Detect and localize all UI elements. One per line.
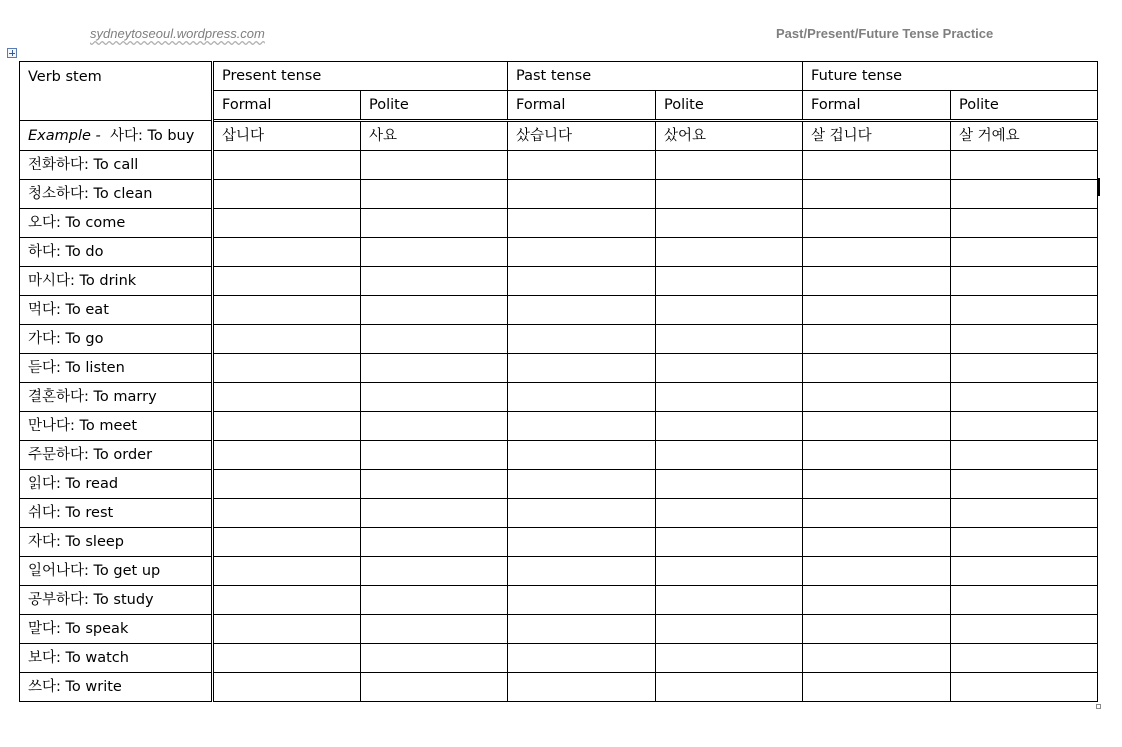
- verb-row: [20, 615, 1098, 644]
- answer-cell[interactable]: [213, 412, 361, 441]
- answer-cell[interactable]: [508, 644, 656, 673]
- verb-row: [20, 325, 1098, 354]
- verb-stem-cell[interactable]: 공부하다: To study: [20, 586, 213, 615]
- answer-cell[interactable]: [213, 441, 361, 470]
- answer-cell[interactable]: [803, 238, 951, 267]
- answer-cell[interactable]: [951, 209, 1098, 238]
- present-tense-header: Present tense: [213, 62, 508, 91]
- answer-cell[interactable]: [951, 325, 1098, 354]
- verb-stem-cell[interactable]: 쓰다: To write: [20, 673, 213, 702]
- verb-row: [20, 238, 1098, 267]
- verb-stem-cell[interactable]: 만나다: To meet: [20, 412, 213, 441]
- verb-row: [20, 412, 1098, 441]
- answer-cell[interactable]: [803, 209, 951, 238]
- answer-cell[interactable]: [508, 441, 656, 470]
- answer-cell[interactable]: [213, 557, 361, 586]
- verb-stem-cell[interactable]: 보다: To watch: [20, 644, 213, 673]
- answer-cell[interactable]: [951, 673, 1098, 702]
- answer-cell[interactable]: [951, 412, 1098, 441]
- verb-row: [20, 499, 1098, 528]
- answer-cell[interactable]: [213, 354, 361, 383]
- form-header: Formal: [213, 91, 361, 121]
- answer-cell[interactable]: [361, 499, 508, 528]
- verb-stem-header: Verb stem: [20, 62, 213, 121]
- answer-cell[interactable]: [951, 528, 1098, 557]
- verb-stem-cell[interactable]: 전화하다: To call: [20, 151, 213, 180]
- verb-stem-cell[interactable]: 마시다: To drink: [20, 267, 213, 296]
- answer-cell[interactable]: [656, 267, 803, 296]
- answer-cell[interactable]: [508, 354, 656, 383]
- answer-cell[interactable]: [951, 180, 1098, 209]
- answer-cell[interactable]: [361, 383, 508, 412]
- answer-cell[interactable]: [951, 267, 1098, 296]
- answer-cell[interactable]: [656, 528, 803, 557]
- form-header: Polite: [656, 91, 803, 121]
- answer-cell[interactable]: [361, 470, 508, 499]
- answer-cell[interactable]: [803, 151, 951, 180]
- verb-stem-cell[interactable]: 자다: To sleep: [20, 528, 213, 557]
- verb-row: [20, 383, 1098, 412]
- answer-cell[interactable]: [508, 528, 656, 557]
- answer-cell[interactable]: [361, 528, 508, 557]
- verb-row: [20, 673, 1098, 702]
- answer-cell[interactable]: [508, 296, 656, 325]
- answer-cell[interactable]: [213, 528, 361, 557]
- verb-stem-cell[interactable]: 하다: To do: [20, 238, 213, 267]
- verb-stem-cell[interactable]: 오다: To come: [20, 209, 213, 238]
- answer-cell[interactable]: [508, 557, 656, 586]
- answer-cell[interactable]: [656, 441, 803, 470]
- answer-cell[interactable]: [656, 470, 803, 499]
- answer-cell[interactable]: [803, 586, 951, 615]
- answer-cell[interactable]: [508, 151, 656, 180]
- answer-cell[interactable]: [508, 499, 656, 528]
- answer-cell[interactable]: [803, 470, 951, 499]
- answer-cell[interactable]: [508, 238, 656, 267]
- answer-cell[interactable]: [951, 586, 1098, 615]
- answer-cell[interactable]: [803, 644, 951, 673]
- answer-cell[interactable]: [656, 615, 803, 644]
- answer-cell[interactable]: [656, 209, 803, 238]
- answer-cell[interactable]: [213, 180, 361, 209]
- tense-practice-table: [19, 61, 1098, 702]
- answer-cell[interactable]: [656, 499, 803, 528]
- text-cursor: [1098, 178, 1100, 196]
- verb-row: [20, 586, 1098, 615]
- form-header: Polite: [361, 91, 508, 121]
- verb-stem-cell[interactable]: 읽다: To read: [20, 470, 213, 499]
- example-verb: 사다: To buy: [109, 127, 195, 144]
- answer-cell[interactable]: [361, 586, 508, 615]
- verb-stem-cell[interactable]: 가다: To go: [20, 325, 213, 354]
- answer-cell[interactable]: [951, 296, 1098, 325]
- answer-cell[interactable]: [361, 644, 508, 673]
- verb-row: [20, 644, 1098, 673]
- verb-row: [20, 470, 1098, 499]
- answer-cell[interactable]: [213, 673, 361, 702]
- answer-cell[interactable]: [656, 383, 803, 412]
- answer-cell[interactable]: [213, 325, 361, 354]
- answer-cell[interactable]: [508, 209, 656, 238]
- answer-cell[interactable]: [361, 209, 508, 238]
- answer-cell[interactable]: [508, 470, 656, 499]
- form-header: Formal: [508, 91, 656, 121]
- verb-stem-cell[interactable]: 말다: To speak: [20, 615, 213, 644]
- answer-cell[interactable]: [213, 383, 361, 412]
- verb-row: [20, 441, 1098, 470]
- answer-cell[interactable]: [361, 180, 508, 209]
- example-answer-cell[interactable]: 살 겁니다: [803, 121, 951, 151]
- answer-cell[interactable]: [803, 267, 951, 296]
- verb-row: [20, 354, 1098, 383]
- answer-cell[interactable]: [361, 412, 508, 441]
- answer-cell[interactable]: [213, 470, 361, 499]
- answer-cell[interactable]: [361, 354, 508, 383]
- answer-cell[interactable]: [951, 238, 1098, 267]
- answer-cell[interactable]: [951, 151, 1098, 180]
- verb-row: [20, 180, 1098, 209]
- answer-cell[interactable]: [656, 412, 803, 441]
- verb-row: [20, 557, 1098, 586]
- answer-cell[interactable]: [656, 673, 803, 702]
- verb-row: [20, 267, 1098, 296]
- answer-cell[interactable]: [951, 644, 1098, 673]
- answer-cell[interactable]: [656, 354, 803, 383]
- answer-cell[interactable]: [361, 615, 508, 644]
- verb-row: [20, 151, 1098, 180]
- answer-cell[interactable]: [361, 557, 508, 586]
- answer-cell[interactable]: [508, 412, 656, 441]
- example-label: Example -: [28, 127, 101, 144]
- answer-cell[interactable]: [213, 151, 361, 180]
- answer-cell[interactable]: [213, 296, 361, 325]
- verb-row: [20, 528, 1098, 557]
- answer-cell[interactable]: [213, 499, 361, 528]
- answer-cell[interactable]: [508, 383, 656, 412]
- answer-cell[interactable]: [656, 180, 803, 209]
- answer-cell[interactable]: [508, 673, 656, 702]
- answer-cell[interactable]: [213, 267, 361, 296]
- answer-cell[interactable]: [508, 615, 656, 644]
- table-resize-handle-icon[interactable]: [1096, 704, 1101, 709]
- answer-cell[interactable]: [361, 267, 508, 296]
- table-move-handle-icon[interactable]: [7, 48, 17, 58]
- verb-row: [20, 209, 1098, 238]
- verb-row: [20, 296, 1098, 325]
- answer-cell[interactable]: [508, 180, 656, 209]
- answer-cell[interactable]: [213, 209, 361, 238]
- answer-cell[interactable]: [213, 238, 361, 267]
- answer-cell[interactable]: [951, 499, 1098, 528]
- example-answer-cell[interactable]: 살 거예요: [951, 121, 1098, 151]
- answer-cell[interactable]: [951, 615, 1098, 644]
- answer-cell[interactable]: [951, 354, 1098, 383]
- answer-cell[interactable]: [508, 325, 656, 354]
- form-header: Polite: [951, 91, 1098, 121]
- answer-cell[interactable]: [656, 586, 803, 615]
- answer-cell[interactable]: [361, 238, 508, 267]
- verb-stem-cell[interactable]: 결혼하다: To marry: [20, 383, 213, 412]
- answer-cell[interactable]: [361, 441, 508, 470]
- answer-cell[interactable]: [803, 441, 951, 470]
- example-answer-cell[interactable]: 샀습니다: [508, 121, 656, 151]
- answer-cell[interactable]: [213, 644, 361, 673]
- past-tense-header: Past tense: [508, 62, 803, 91]
- answer-cell[interactable]: [803, 325, 951, 354]
- answer-cell[interactable]: [803, 499, 951, 528]
- form-header: Formal: [803, 91, 951, 121]
- example-row: [20, 121, 1098, 151]
- answer-cell[interactable]: [951, 441, 1098, 470]
- answer-cell[interactable]: [803, 412, 951, 441]
- answer-cell[interactable]: [213, 586, 361, 615]
- answer-cell[interactable]: [803, 180, 951, 209]
- verb-stem-cell[interactable]: 쉬다: To rest: [20, 499, 213, 528]
- verb-stem-cell[interactable]: 듣다: To listen: [20, 354, 213, 383]
- example-answer-cell[interactable]: 사요: [361, 121, 508, 151]
- site-url[interactable]: sydneytoseoul.wordpress.com: [90, 26, 265, 41]
- answer-cell[interactable]: [508, 267, 656, 296]
- verb-stem-cell[interactable]: 주문하다: To order: [20, 441, 213, 470]
- answer-cell[interactable]: [508, 586, 656, 615]
- answer-cell[interactable]: [361, 296, 508, 325]
- verb-stem-cell[interactable]: 청소하다: To clean: [20, 180, 213, 209]
- answer-cell[interactable]: [803, 354, 951, 383]
- answer-cell[interactable]: [803, 296, 951, 325]
- answer-cell[interactable]: [803, 528, 951, 557]
- answer-cell[interactable]: [656, 644, 803, 673]
- answer-cell[interactable]: [361, 325, 508, 354]
- answer-cell[interactable]: [656, 296, 803, 325]
- answer-cell[interactable]: [213, 615, 361, 644]
- answer-cell[interactable]: [361, 673, 508, 702]
- answer-cell[interactable]: [951, 383, 1098, 412]
- verb-stem-cell[interactable]: 먹다: To eat: [20, 296, 213, 325]
- answer-cell[interactable]: [361, 151, 508, 180]
- answer-cell[interactable]: [951, 557, 1098, 586]
- answer-cell[interactable]: [656, 325, 803, 354]
- answer-cell[interactable]: [803, 383, 951, 412]
- future-tense-header: Future tense: [803, 62, 1098, 91]
- verb-stem-cell[interactable]: 일어나다: To get up: [20, 557, 213, 586]
- answer-cell[interactable]: [803, 557, 951, 586]
- header-row-tenses: [20, 62, 1098, 91]
- answer-cell[interactable]: [951, 470, 1098, 499]
- answer-cell[interactable]: [656, 557, 803, 586]
- answer-cell[interactable]: [656, 151, 803, 180]
- answer-cell[interactable]: [803, 673, 951, 702]
- example-answer-cell[interactable]: 샀어요: [656, 121, 803, 151]
- answer-cell[interactable]: [656, 238, 803, 267]
- example-answer-cell[interactable]: 삽니다: [213, 121, 361, 151]
- example-verb-cell[interactable]: [20, 121, 213, 151]
- document-title: Past/Present/Future Tense Practice: [776, 26, 994, 41]
- answer-cell[interactable]: [803, 615, 951, 644]
